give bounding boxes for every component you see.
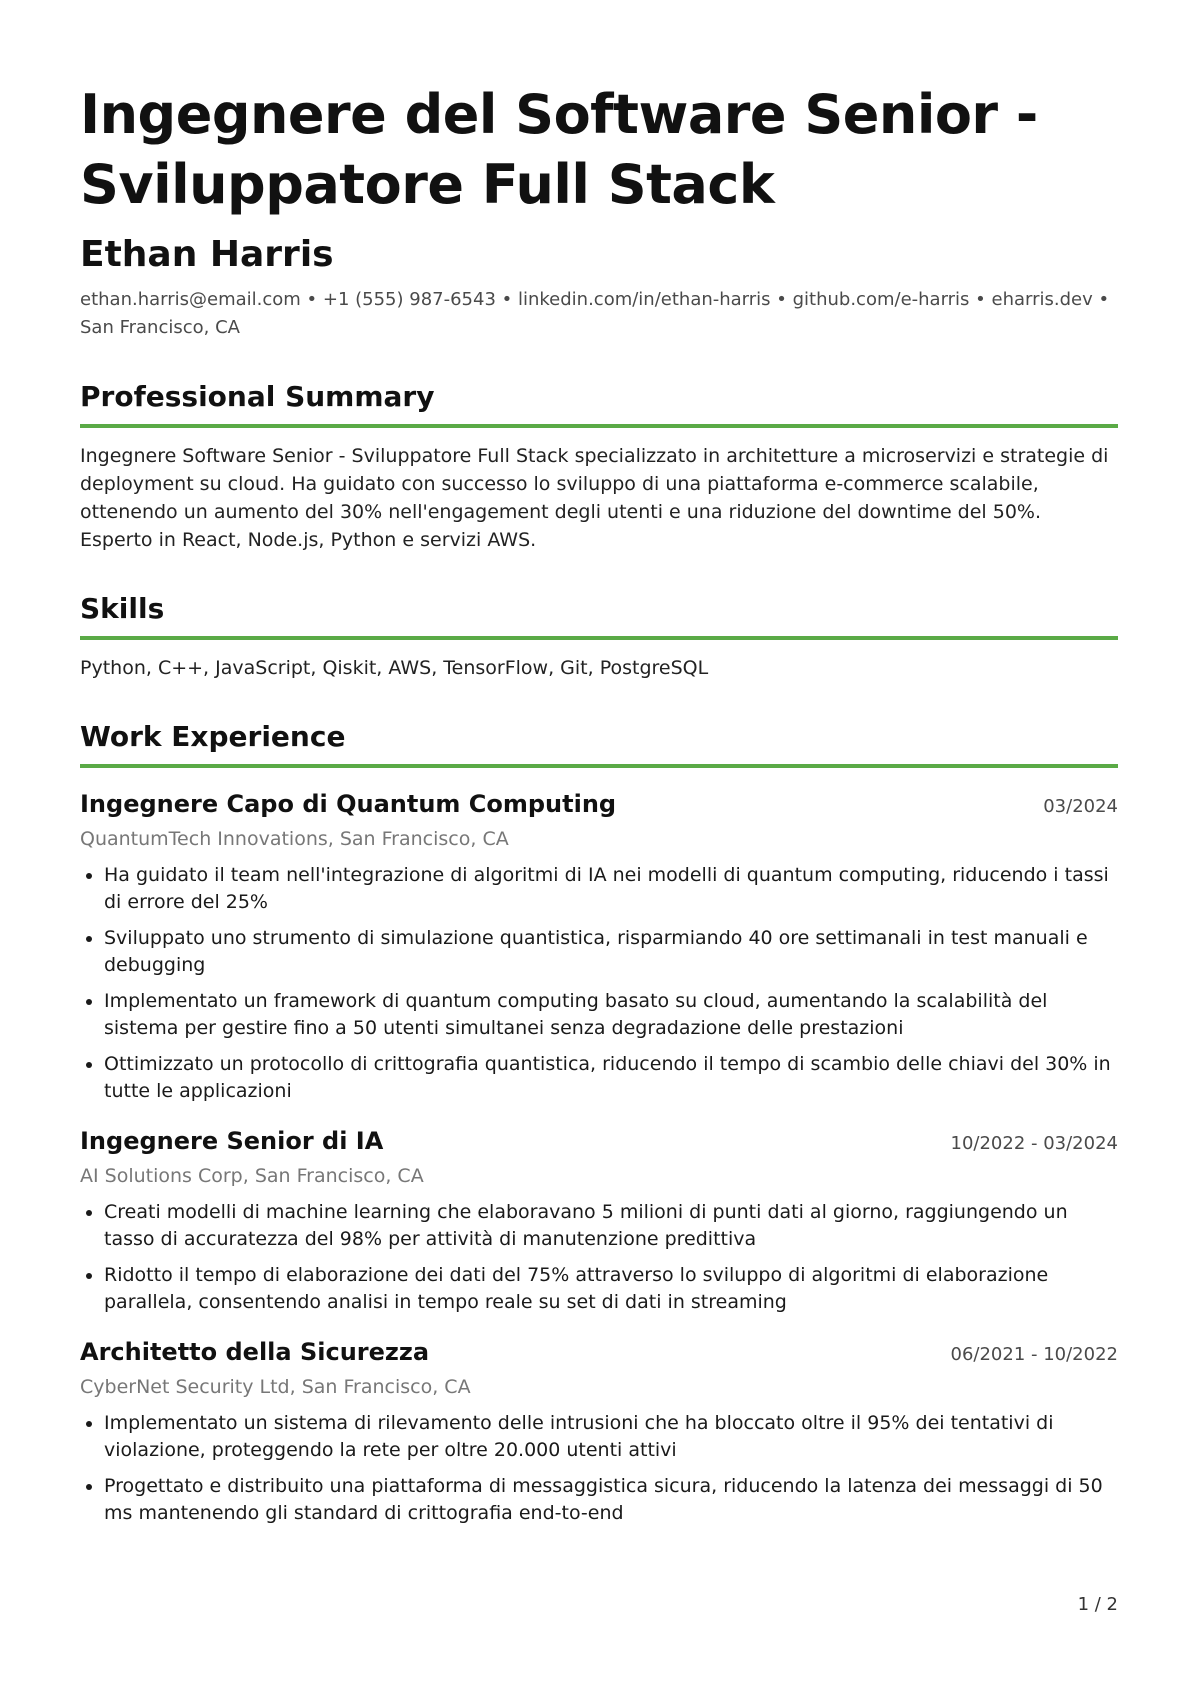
job-title: Architetto della Sicurezza xyxy=(80,1338,430,1366)
candidate-name: Ethan Harris xyxy=(80,234,334,275)
job-bullet-list xyxy=(80,1410,1118,1527)
job-bullet-text: Sviluppato uno strumento di simulazione quantistica, risparmiando 40 ore settimanali in test manuali e debugging xyxy=(104,927,1088,976)
job-company: AI Solutions Corp, San Francisco, CA xyxy=(80,1165,424,1187)
job-entry xyxy=(80,1336,1118,1527)
bullet-icon xyxy=(86,1421,92,1427)
bullet-icon xyxy=(86,1062,92,1068)
job-bullet-text: Progettato e distribuito una piattaforma di messaggistica sicura, riducendo la latenza dei messaggi di 50 ms mantenendo gli standard di crittografia end-to-end xyxy=(104,1475,1103,1524)
job-bullet xyxy=(80,1051,1118,1105)
job-company: QuantumTech Innovations, San Francisco, CA xyxy=(80,828,509,850)
job-bullet xyxy=(80,925,1118,979)
job-bullet xyxy=(80,1262,1118,1316)
job-bullet-text: Ha guidato il team nell'integrazione di algoritmi di IA nei modelli di quantum computing, riducendo i tassi di errore del 25% xyxy=(104,864,1109,913)
job-header xyxy=(80,1336,1118,1369)
job-header xyxy=(80,788,1118,821)
resume-page xyxy=(80,80,1118,1527)
job-bullet-text: Implementato un framework di quantum computing basato su cloud, aumentando la scalabilità del sistema per gestire fino a 50 utenti simultanei senza degradazione delle prestazioni xyxy=(104,990,1048,1039)
contact-line: ethan.harris@email.com • +1 (555) 987-6543 • linkedin.com/in/ethan-harris • github.com/e-harris • eharris.dev • San Francisco, CA xyxy=(80,289,1110,338)
skills-text: Python, C++, JavaScript, Qiskit, AWS, TensorFlow, Git, PostgreSQL xyxy=(80,657,709,679)
job-entry xyxy=(80,788,1118,1105)
resume-header xyxy=(80,80,1118,342)
experience-heading: Work Experience xyxy=(80,718,1118,768)
summary-section xyxy=(80,378,1118,554)
job-bullet xyxy=(80,1473,1118,1527)
bullet-icon xyxy=(86,1484,92,1490)
summary-text: Ingegnere Software Senior - Sviluppatore Full Stack specializzato in architetture a microservizi e strategie di deployment su cloud. Ha guidato con successo lo sviluppo di una piattaforma e-commerce scalabile, ottenendo un aumento del 30% nell'engagement degli utenti e una riduzione del downtime del 50%. Esperto in React, Node.js, Python e servizi AWS. xyxy=(80,445,1109,551)
job-bullet xyxy=(80,1199,1118,1253)
bullet-icon xyxy=(86,1273,92,1279)
job-title: Ingegnere Senior di IA xyxy=(80,1127,384,1155)
bullet-icon xyxy=(86,936,92,942)
skills-section xyxy=(80,590,1118,682)
job-entry xyxy=(80,1125,1118,1316)
skills-heading: Skills xyxy=(80,590,1118,640)
job-bullet-text: Ottimizzato un protocollo di crittografia quantistica, riducendo il tempo di scambio delle chiavi del 30% in tutte le applicazioni xyxy=(104,1053,1111,1102)
job-date: 10/2022 - 03/2024 xyxy=(950,1133,1118,1154)
job-date: 03/2024 xyxy=(1043,796,1118,817)
bullet-icon xyxy=(86,1210,92,1216)
bullet-icon xyxy=(86,873,92,879)
job-bullet-text: Creati modelli di machine learning che elaboravano 5 milioni di punti dati al giorno, raggiungendo un tasso di accuratezza del 98% per attività di manutenzione predittiva xyxy=(104,1201,1068,1250)
experience-section xyxy=(80,718,1118,1527)
job-bullet-list xyxy=(80,1199,1118,1316)
document-title: Ingegnere del Software Senior - Sviluppatore Full Stack xyxy=(80,83,1038,216)
job-bullet-text: Ridotto il tempo di elaborazione dei dati del 75% attraverso lo sviluppo di algoritmi di elaborazione parallela, consentendo analisi in tempo reale su set di dati in streaming xyxy=(104,1264,1049,1313)
page-number: 1 / 2 xyxy=(1077,1594,1118,1615)
job-company: CyberNet Security Ltd, San Francisco, CA xyxy=(80,1376,471,1398)
bullet-icon xyxy=(86,999,92,1005)
summary-heading: Professional Summary xyxy=(80,378,1118,428)
job-bullet-text: Implementato un sistema di rilevamento delle intrusioni che ha bloccato oltre il 95% dei tentativi di violazione, proteggendo la rete per oltre 20.000 utenti attivi xyxy=(104,1412,1054,1461)
job-date: 06/2021 - 10/2022 xyxy=(950,1344,1118,1365)
job-header xyxy=(80,1125,1118,1158)
job-bullet-list xyxy=(80,862,1118,1105)
job-title: Ingegnere Capo di Quantum Computing xyxy=(80,790,617,818)
job-bullet xyxy=(80,1410,1118,1464)
job-bullet xyxy=(80,988,1118,1042)
job-bullet xyxy=(80,862,1118,916)
